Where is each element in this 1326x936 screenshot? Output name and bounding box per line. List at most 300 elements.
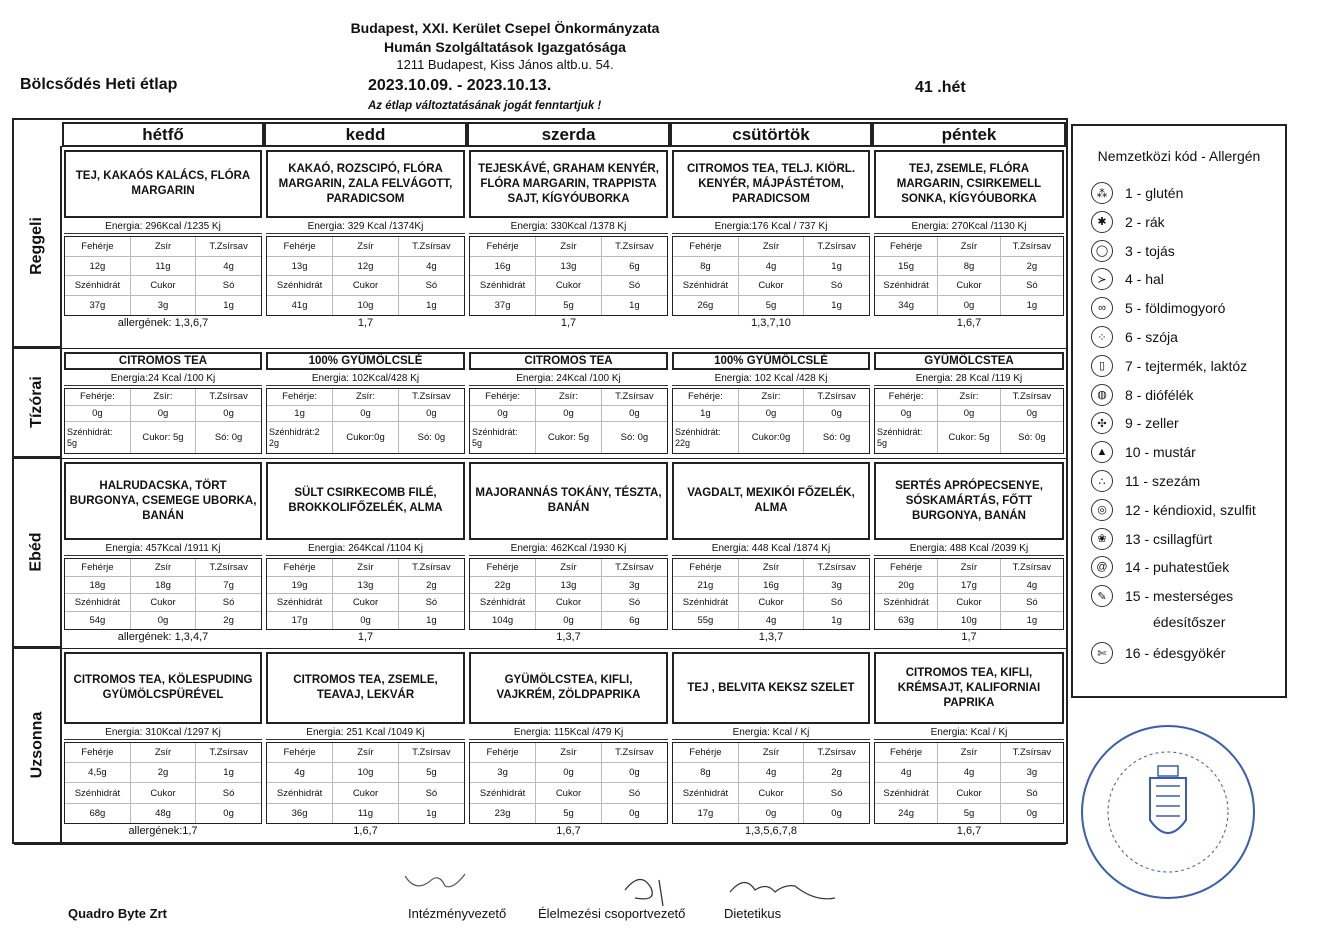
ebed-nutrition-kedd bbox=[266, 558, 465, 630]
label-so: Só bbox=[398, 594, 464, 612]
value-zsir: 4g bbox=[938, 763, 1001, 783]
meal-label-text: Ebéd bbox=[28, 532, 45, 572]
uzsonna-nutrition-pentek bbox=[874, 742, 1064, 824]
label-cukor: Cukor bbox=[536, 783, 602, 803]
official-stamp bbox=[1072, 716, 1264, 908]
legend-item-label: 8 - diófélék bbox=[1125, 386, 1194, 403]
value-szenhidrat: 63g bbox=[875, 612, 938, 629]
reggeli-energy-kedd: Energia: 329 Kcal /1374Kj bbox=[266, 220, 465, 234]
value-feherje: 21g bbox=[673, 576, 738, 594]
company-name: Quadro Byte Zrt bbox=[68, 906, 167, 921]
value-feherje: 20g bbox=[875, 576, 938, 594]
legend-item bbox=[1091, 585, 1233, 607]
celery-icon: ✣ bbox=[1091, 412, 1113, 434]
value-tzsir: 0g bbox=[1000, 405, 1063, 422]
label-tzsir: T.Zsírsav bbox=[398, 559, 464, 576]
label-cukor: Cukor bbox=[738, 276, 803, 296]
meal-label-text: Tízórai bbox=[28, 376, 45, 428]
uzsonna-food-hetfo: CITROMOS TEA, KÖLESPUDING GYÜMÖLCSPÜRÉVEL bbox=[64, 652, 262, 724]
legend-item bbox=[1091, 297, 1225, 319]
legend-item-label: 9 - zeller bbox=[1125, 415, 1179, 432]
value-szenhidrat: 41g bbox=[267, 296, 333, 315]
value-zsir: 0g bbox=[536, 405, 602, 422]
label-feherje: Fehérje bbox=[875, 559, 938, 576]
label-szenhidrat: Szénhidrát bbox=[673, 783, 738, 803]
value-feherje: 0g bbox=[65, 405, 130, 422]
egg-icon: ◯ bbox=[1091, 240, 1113, 262]
value-zsir: 10g bbox=[333, 763, 399, 783]
label-feherje: Fehérje bbox=[470, 237, 536, 256]
reggeli-food-csutortok: CITROMOS TEA, TELJ. KIÖRL. KENYÉR, MÁJPÁSTÉTOM, PARADICSOM bbox=[672, 150, 870, 218]
reggeli-nutrition-kedd bbox=[266, 236, 465, 316]
label-feherje: Fehérje bbox=[673, 743, 738, 763]
label-tzsir: T.Zsírsav bbox=[601, 237, 667, 256]
value-szenhidrat: 37g bbox=[470, 296, 536, 315]
label-tzsir: T.Zsírsav bbox=[196, 389, 261, 405]
value-tzsir: 1g bbox=[804, 256, 869, 276]
reggeli-food-kedd: KAKAÓ, ROZSCIPÓ, FLÓRA MARGARIN, ZALA FELVÁGOTT, PARADICSOM bbox=[266, 150, 465, 218]
value-szenhidrat bbox=[65, 422, 130, 453]
value-so: 1g bbox=[1026, 300, 1038, 312]
label-zsir: Zsír bbox=[130, 559, 195, 576]
legend-item bbox=[1091, 384, 1193, 406]
reggeli-allergens-pentek: 1,6,7 bbox=[956, 317, 982, 329]
ebed-energy-kedd: Energia: 264Kcal /1104 Kj bbox=[266, 542, 465, 556]
ebed-energy-szerda: Energia: 462Kcal /1930 Kj bbox=[469, 542, 668, 556]
value-cukor: 5g bbox=[536, 803, 602, 823]
meal-label-uzsonna bbox=[14, 648, 62, 844]
legend-item-label: 16 - édesgyökér bbox=[1125, 645, 1226, 661]
value-so: Só: 0g bbox=[1018, 432, 1046, 444]
label-so: Só bbox=[601, 783, 667, 803]
value-zsir: 0g bbox=[938, 405, 1001, 422]
value-cukor: Cukor: 5g bbox=[536, 422, 602, 453]
ebed-energy-pentek: Energia: 488 Kcal /2039 Kj bbox=[874, 542, 1064, 556]
value-szenhidrat: 68g bbox=[65, 803, 130, 823]
value-feherje: 4,5g bbox=[65, 763, 130, 783]
value-tzsir: 3g bbox=[804, 576, 869, 594]
label-szenhidrat: Szénhidrát bbox=[267, 783, 333, 803]
label-tzsir: T.Zsírsav bbox=[1000, 559, 1063, 576]
value-tzsir: 0g bbox=[196, 405, 261, 422]
label-szenhidrat: Szénhidrát bbox=[875, 783, 938, 803]
value-szenhidrat: 54g bbox=[65, 612, 130, 629]
label-so: Só bbox=[196, 594, 261, 612]
section-divider bbox=[14, 458, 1066, 459]
label-szenhidrat: Szénhidrát: bbox=[472, 426, 518, 437]
value-so: 1g bbox=[831, 615, 842, 627]
value-cukor: 5g bbox=[938, 803, 1001, 823]
section-divider bbox=[14, 648, 1066, 649]
page-title: Bölcsődés Heti étlap bbox=[20, 76, 178, 93]
label-zsir: Zsír bbox=[738, 743, 803, 763]
tizorai-food-hetfo: CITROMOS TEA bbox=[64, 352, 262, 370]
value-tzsir: 0g bbox=[601, 405, 667, 422]
label-szenhidrat: Szénhidrát bbox=[267, 594, 333, 612]
label-cukor: Cukor bbox=[130, 276, 195, 296]
label-feherje: Fehérje bbox=[65, 237, 130, 256]
szenhidrat-amount: 2g bbox=[269, 437, 280, 448]
value-so: 2g bbox=[223, 615, 234, 627]
label-cukor: Cukor bbox=[536, 594, 602, 612]
meal-label-reggeli bbox=[14, 146, 62, 348]
label-so: Só bbox=[1000, 276, 1063, 296]
legend-item bbox=[1091, 211, 1165, 233]
uzsonna-energy-pentek: Energia: Kcal / Kj bbox=[874, 726, 1064, 740]
label-feherje: Fehérje bbox=[267, 559, 333, 576]
label-szenhidrat: Szénhidrát: bbox=[67, 426, 113, 437]
label-szenhidrat: Szénhidrát bbox=[65, 594, 130, 612]
uzsonna-allergens-csutortok: 1,3,5,6,7,8 bbox=[745, 825, 797, 837]
label-cukor: Cukor bbox=[738, 594, 803, 612]
value-feherje: 12g bbox=[65, 256, 130, 276]
value-tzsir: 5g bbox=[398, 763, 464, 783]
tizorai-energy-hetfo: Energia:24 Kcal /100 Kj bbox=[64, 372, 262, 386]
reggeli-energy-hetfo: Energia: 296Kcal /1235 Kj bbox=[64, 220, 262, 234]
org-department: Humán Szolgáltatások Igazgatósága bbox=[384, 39, 626, 55]
uzsonna-food-pentek: CITROMOS TEA, KIFLI, KRÉMSAJT, KALIFORNIAI PAPRIKA bbox=[874, 652, 1064, 724]
reggeli-energy-csutortok: Energia:176 Kcal / 737 Kj bbox=[672, 220, 870, 234]
label-szenhidrat: Szénhidrát bbox=[470, 276, 536, 296]
mollusc-icon: @ bbox=[1091, 556, 1113, 578]
label-so: Só bbox=[1000, 594, 1063, 612]
tizorai-food-pentek: GYÜMÖLCSTEA bbox=[874, 352, 1064, 370]
week-number: 41 .hét bbox=[915, 79, 966, 96]
value-tzsir: 0g bbox=[601, 763, 667, 783]
signature-label-dietitian: Dietetikus bbox=[724, 906, 782, 921]
value-zsir: 11g bbox=[130, 256, 195, 276]
reggeli-nutrition-hetfo bbox=[64, 236, 262, 316]
value-tzsir: 2g bbox=[398, 576, 464, 594]
value-so: Só: 0g bbox=[822, 432, 851, 444]
label-so: Só bbox=[804, 594, 869, 612]
ebed-allergens-kedd: 1,7 bbox=[357, 631, 374, 643]
label-so: Só bbox=[196, 276, 261, 296]
label-cukor: Cukor bbox=[938, 276, 1001, 296]
value-feherje: 18g bbox=[65, 576, 130, 594]
szenhidrat-amount: 22g bbox=[675, 437, 691, 448]
value-szenhidrat: 23g bbox=[470, 803, 536, 823]
legend-item-label: 13 - csillagfürt bbox=[1125, 530, 1213, 547]
value-cukor: 5g bbox=[536, 296, 602, 315]
label-cukor: Cukor bbox=[938, 594, 1001, 612]
legend-item bbox=[1091, 182, 1183, 204]
value-cukor: 48g bbox=[130, 803, 195, 823]
reggeli-energy-szerda: Energia: 330Kcal /1378 Kj bbox=[469, 220, 668, 234]
meal-label-ebed bbox=[14, 458, 62, 648]
tizorai-food-kedd: 100% GYÜMÖLCSLÉ bbox=[266, 352, 465, 370]
legend-item bbox=[1091, 556, 1229, 578]
value-so: 1g bbox=[426, 300, 437, 312]
szenhidrat-amount: 5g bbox=[877, 437, 888, 448]
label-feherje: Fehérje bbox=[470, 743, 536, 763]
label-tzsir: T.Zsírsav bbox=[398, 743, 464, 763]
label-cukor: Cukor bbox=[536, 276, 602, 296]
day-header-pentek: péntek bbox=[872, 122, 1066, 147]
fish-icon: ≻ bbox=[1091, 268, 1113, 290]
label-feherje: Fehérje bbox=[875, 237, 938, 256]
org-name: Budapest, XXI. Kerület Csepel Önkormányzata bbox=[350, 20, 660, 36]
wheat-icon: ⁂ bbox=[1091, 182, 1113, 204]
ebed-allergens-szerda: 1,3,7 bbox=[556, 631, 581, 643]
label-cukor: Cukor bbox=[333, 594, 399, 612]
label-tzsir: T.Zsírsav bbox=[196, 559, 261, 576]
nut-icon: ◍ bbox=[1091, 384, 1113, 406]
ebed-energy-csutortok: Energia: 448 Kcal /1874 Kj bbox=[672, 542, 870, 556]
value-zsir: 17g bbox=[938, 576, 1001, 594]
label-zsir: Zsír bbox=[738, 237, 803, 256]
value-feherje: 1g bbox=[267, 405, 333, 422]
reggeli-allergens-szerda: 1,7 bbox=[560, 317, 577, 329]
label-szenhidrat: Szénhidrát bbox=[673, 276, 738, 296]
value-so: Só: 0g bbox=[620, 432, 649, 444]
label-tzsir: T.Zsírsav bbox=[804, 389, 869, 405]
ebed-allergens-csutortok: 1,3,7 bbox=[758, 631, 784, 643]
value-cukor: 0g bbox=[938, 296, 1001, 315]
legend-item-label: 4 - hal bbox=[1125, 271, 1164, 288]
label-tzsir: T.Zsírsav bbox=[398, 237, 464, 256]
value-feherje: 1g bbox=[673, 405, 738, 422]
label-cukor: Cukor bbox=[333, 276, 399, 296]
signature-label-catering: Élelmezési csoportvezető bbox=[538, 906, 686, 921]
legend-item-label: 14 - puhatestűek bbox=[1125, 559, 1230, 576]
label-zsir: Zsír bbox=[938, 559, 1001, 576]
label-szenhidrat: Szénhidrát bbox=[470, 783, 536, 803]
value-zsir: 0g bbox=[536, 763, 602, 783]
value-zsir: 4g bbox=[738, 256, 803, 276]
section-divider bbox=[14, 844, 1066, 845]
meal-label-text: Uzsonna bbox=[28, 711, 46, 779]
value-cukor: 0g bbox=[130, 612, 195, 629]
value-zsir: 4g bbox=[738, 763, 803, 783]
value-zsir: 0g bbox=[738, 405, 803, 422]
value-so: 1g bbox=[1026, 615, 1038, 627]
value-tzsir: 0g bbox=[398, 405, 464, 422]
label-tzsir: T.Zsírsav bbox=[804, 559, 869, 576]
label-tzsir: T.Zsírsav bbox=[601, 559, 667, 576]
label-tzsir: T.Zsírsav bbox=[1000, 389, 1063, 405]
value-tzsir: 2g bbox=[1000, 256, 1063, 276]
tizorai-nutrition-hetfo bbox=[64, 388, 262, 454]
value-szenhidrat bbox=[267, 422, 333, 453]
label-zsir: Zsír bbox=[536, 237, 602, 256]
uzsonna-allergens-pentek: 1,6,7 bbox=[956, 825, 982, 837]
label-szenhidrat: Szénhidrát bbox=[65, 276, 130, 296]
label-szenhidrat: Szénhidrát bbox=[267, 276, 333, 296]
label-cukor: Cukor bbox=[333, 783, 399, 803]
value-feherje: 3g bbox=[470, 763, 536, 783]
legend-item-label: 5 - földimogyoró bbox=[1125, 300, 1226, 317]
tizorai-energy-csutortok: Energia: 102 Kcal /428 Kj bbox=[672, 372, 870, 386]
uzsonna-food-szerda: GYÜMÖLCSTEA, KIFLI, VAJKRÉM, ZÖLDPAPRIKA bbox=[469, 652, 668, 724]
value-szenhidrat: 37g bbox=[65, 296, 130, 315]
label-cukor: Cukor bbox=[130, 783, 195, 803]
value-so: 1g bbox=[831, 300, 842, 312]
label-tzsir: T.Zsírsav bbox=[601, 389, 667, 405]
uzsonna-food-csutortok: TEJ , BELVITA KEKSZ SZELET bbox=[672, 652, 870, 724]
value-tzsir: 2g bbox=[804, 763, 869, 783]
legend-item bbox=[1091, 326, 1178, 348]
label-zsir: Zsír bbox=[130, 743, 195, 763]
value-tzsir: 0g bbox=[804, 405, 869, 422]
value-so: 1g bbox=[223, 300, 234, 312]
value-cukor: 0g bbox=[738, 803, 803, 823]
label-cukor: Cukor bbox=[130, 594, 195, 612]
label-so: Só bbox=[601, 594, 667, 612]
legend-item-label: 15 - mesterséges bbox=[1125, 588, 1234, 605]
label-tzsir: T.Zsírsav bbox=[1000, 237, 1063, 256]
label-so: Só bbox=[398, 783, 464, 803]
reggeli-food-szerda: TEJESKÁVÉ, GRAHAM KENYÉR, FLÓRA MARGARIN, TRAPPISTA SAJT, KÍGYÓUBORKA bbox=[469, 150, 668, 218]
legend-item-label: 3 - tojás bbox=[1125, 242, 1175, 259]
value-feherje: 8g bbox=[673, 763, 738, 783]
label-feherje: Fehérje bbox=[673, 559, 738, 576]
label-so: Só bbox=[398, 276, 464, 296]
uzsonna-energy-kedd: Energia: 251 Kcal /1049 Kj bbox=[266, 726, 465, 740]
value-cukor: Cukor: 5g bbox=[938, 422, 1001, 453]
tizorai-nutrition-szerda bbox=[469, 388, 668, 454]
legend-item-continuation: édesítőszer bbox=[1153, 614, 1226, 630]
allergen-legend bbox=[1071, 124, 1287, 698]
label-szenhidrat: Szénhidrát: bbox=[877, 426, 923, 437]
label-feherje: Fehérje bbox=[267, 237, 333, 256]
legend-item-label: 6 - szója bbox=[1125, 329, 1178, 345]
org-header bbox=[270, 20, 740, 72]
value-cukor: 5g bbox=[738, 296, 803, 315]
value-zsir: 13g bbox=[333, 576, 399, 594]
label-szenhidrat: Szénhidrát bbox=[470, 594, 536, 612]
sweetener-icon: ✎ bbox=[1091, 585, 1113, 607]
value-so: 6g bbox=[629, 615, 640, 627]
reggeli-nutrition-csutortok bbox=[672, 236, 870, 316]
value-cukor: 0g bbox=[536, 612, 602, 629]
reggeli-food-pentek: TEJ, ZSEMLE, FLÓRA MARGARIN, CSIRKEMELL SONKA, KÍGYÓUBORKA bbox=[874, 150, 1064, 218]
label-tzsir: T.Zsírsav bbox=[804, 743, 869, 763]
ebed-food-kedd: SÜLT CSIRKECOMB FILÉ, BROKKOLIFŐZELÉK, ALMA bbox=[266, 462, 465, 540]
value-feherje: 8g bbox=[673, 256, 738, 276]
uzsonna-nutrition-kedd bbox=[266, 742, 465, 824]
szenhidrat-amount: 5g bbox=[472, 437, 483, 448]
label-zsir: Zsír bbox=[738, 559, 803, 576]
uzsonna-nutrition-hetfo bbox=[64, 742, 262, 824]
peanut-icon: ∞ bbox=[1091, 297, 1113, 319]
legend-item-label: 2 - rák bbox=[1125, 213, 1165, 230]
label-so: Só bbox=[804, 276, 869, 296]
value-feherje: 22g bbox=[470, 576, 536, 594]
reggeli-allergens-hetfo: allergének: 1,3,6,7 bbox=[117, 317, 209, 329]
reggeli-allergens-csutortok: 1,3,7,10 bbox=[751, 317, 791, 329]
legend-item-label: 10 - mustár bbox=[1125, 444, 1196, 461]
label-zsir: Zsír bbox=[536, 743, 602, 763]
label-szenhidrat: Szénhidrát bbox=[673, 594, 738, 612]
label-zsir: Zsír bbox=[333, 559, 399, 576]
meal-label-text: Reggeli bbox=[28, 217, 46, 275]
value-tzsir: 6g bbox=[601, 256, 667, 276]
value-so: 0g bbox=[1026, 807, 1038, 819]
label-so: Só bbox=[804, 783, 869, 803]
label-cukor: Cukor bbox=[938, 783, 1001, 803]
label-zsir: Zsír: bbox=[333, 389, 399, 405]
value-tzsir: 4g bbox=[1000, 576, 1063, 594]
value-so: Só: 0g bbox=[214, 432, 243, 444]
value-szenhidrat bbox=[673, 422, 738, 453]
ebed-nutrition-hetfo bbox=[64, 558, 262, 630]
tizorai-food-csutortok: 100% GYÜMÖLCSLÉ bbox=[672, 352, 870, 370]
value-cukor: 4g bbox=[738, 612, 803, 629]
label-zsir: Zsír: bbox=[130, 389, 195, 405]
label-feherje: Fehérje: bbox=[65, 389, 130, 405]
ebed-energy-hetfo: Energia: 457Kcal /1911 Kj bbox=[64, 542, 262, 556]
tizorai-nutrition-pentek bbox=[874, 388, 1064, 454]
value-tzsir: 4g bbox=[398, 256, 464, 276]
label-feherje: Fehérje bbox=[673, 237, 738, 256]
legend-title: Nemzetközi kód - Allergén bbox=[1097, 148, 1261, 164]
lupin-icon: ❀ bbox=[1091, 528, 1113, 550]
label-zsir: Zsír bbox=[333, 237, 399, 256]
day-header-csutortok: csütörtök bbox=[670, 122, 872, 147]
label-so: Só bbox=[601, 276, 667, 296]
value-cukor: 11g bbox=[333, 803, 399, 823]
licorice-icon: ✄ bbox=[1091, 642, 1113, 664]
ebed-food-pentek: SERTÉS APRÓPECSENYE, SÓSKAMÁRTÁS, FŐTT BURGONYA, BANÁN bbox=[874, 462, 1064, 540]
uzsonna-energy-szerda: Energia: 115Kcal /479 Kj bbox=[469, 726, 668, 740]
value-zsir: 8g bbox=[938, 256, 1001, 276]
legend-item-label: 12 - kéndioxid, szulfit bbox=[1125, 501, 1256, 518]
value-feherje: 4g bbox=[875, 763, 938, 783]
value-zsir: 18g bbox=[130, 576, 195, 594]
legend-item bbox=[1091, 470, 1200, 492]
value-feherje: 19g bbox=[267, 576, 333, 594]
soy-icon: ⁘ bbox=[1091, 326, 1113, 348]
value-so: 0g bbox=[831, 807, 842, 819]
value-szenhidrat bbox=[470, 422, 536, 453]
value-zsir: 0g bbox=[130, 405, 195, 422]
day-header-szerda: szerda bbox=[467, 122, 670, 147]
sesame-icon: ∴ bbox=[1091, 470, 1113, 492]
label-tzsir: T.Zsírsav bbox=[601, 743, 667, 763]
value-feherje: 16g bbox=[470, 256, 536, 276]
crab-icon: ✱ bbox=[1091, 211, 1113, 233]
uzsonna-energy-csutortok: Energia: Kcal / Kj bbox=[672, 726, 870, 740]
value-zsir: 16g bbox=[738, 576, 803, 594]
tizorai-energy-szerda: Energia: 24Kcal /100 Kj bbox=[469, 372, 668, 386]
value-feherje: 13g bbox=[267, 256, 333, 276]
reggeli-food-hetfo: TEJ, KAKAÓS KALÁCS, FLÓRA MARGARIN bbox=[64, 150, 262, 218]
label-so: Só bbox=[1000, 783, 1063, 803]
value-cukor: Cukor:0g bbox=[738, 422, 803, 453]
label-feherje: Fehérje bbox=[875, 743, 938, 763]
label-tzsir: T.Zsírsav bbox=[804, 237, 869, 256]
org-address: 1211 Budapest, Kiss János altb.u. 54. bbox=[396, 57, 614, 72]
value-szenhidrat: 24g bbox=[875, 803, 938, 823]
signature-label-director: Intézményvezető bbox=[408, 906, 507, 921]
uzsonna-allergens-hetfo: allergének:1,7 bbox=[128, 825, 198, 837]
tizorai-energy-pentek: Energia: 28 Kcal /119 Kj bbox=[874, 372, 1064, 386]
label-zsir: Zsír bbox=[938, 237, 1001, 256]
legend-item bbox=[1091, 642, 1225, 664]
legend-item-label: 11 - szezám bbox=[1125, 473, 1201, 489]
value-feherje: 0g bbox=[875, 405, 938, 422]
value-feherje: 4g bbox=[267, 763, 333, 783]
menu-grid bbox=[12, 118, 1068, 844]
uzsonna-nutrition-csutortok bbox=[672, 742, 870, 824]
value-tzsir: 3g bbox=[1000, 763, 1063, 783]
label-zsir: Zsír bbox=[333, 743, 399, 763]
label-so: Só bbox=[196, 783, 261, 803]
value-szenhidrat: 104g bbox=[470, 612, 536, 629]
uzsonna-allergens-szerda: 1,6,7 bbox=[556, 825, 581, 837]
label-feherje: Fehérje: bbox=[470, 389, 536, 405]
